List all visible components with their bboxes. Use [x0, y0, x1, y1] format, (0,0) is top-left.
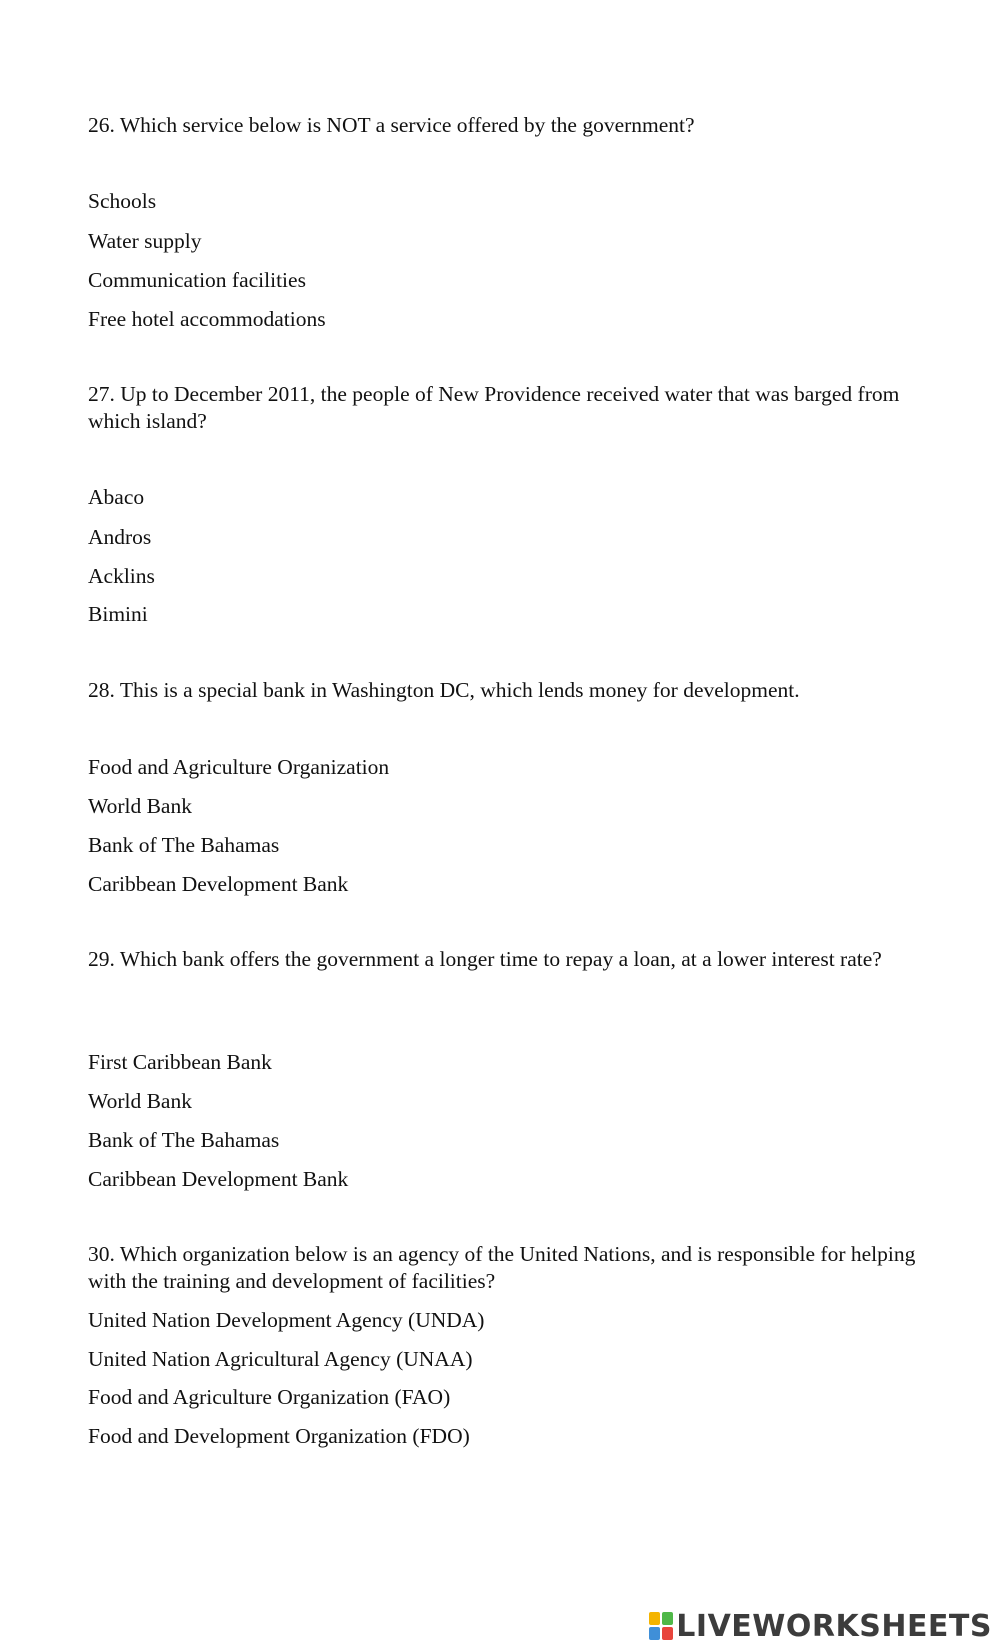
question-29-option-2[interactable]: World Bank: [88, 1089, 192, 1113]
logo-square-1: [649, 1612, 660, 1625]
question-29-option-3[interactable]: Bank of The Bahamas: [88, 1128, 280, 1152]
question-29-option-1[interactable]: First Caribbean Bank: [88, 1050, 272, 1074]
logo-square-3: [649, 1627, 660, 1640]
question-27-text: 27. Up to December 2011, the people of New Providence received water that was barged from which island?: [88, 382, 900, 433]
question-27-option-2[interactable]: Andros: [88, 525, 152, 549]
question-27-option-3[interactable]: Acklins: [88, 564, 155, 588]
question-30-option-4[interactable]: Food and Development Organization (FDO): [88, 1424, 470, 1448]
question-30-option-2[interactable]: United Nation Agricultural Agency (UNAA): [88, 1347, 473, 1371]
logo-square-4: [662, 1627, 673, 1640]
question-28-option-1[interactable]: Food and Agriculture Organization: [88, 755, 390, 779]
question-29-text: 29. Which bank offers the government a longer time to repay a loan, at a lower interest rate?: [88, 947, 882, 971]
question-26-option-2[interactable]: Water supply: [88, 229, 202, 253]
liveworksheets-logo: [649, 1609, 992, 1643]
question-26-option-4[interactable]: Free hotel accommodations: [88, 307, 326, 331]
question-28-option-4[interactable]: Caribbean Development Bank: [88, 872, 349, 896]
logo-square-2: [662, 1612, 673, 1625]
question-28-option-2[interactable]: World Bank: [88, 794, 192, 818]
question-26-option-3[interactable]: Communication facilities: [88, 268, 306, 292]
question-26-text: 26. Which service below is NOT a service offered by the government?: [88, 113, 695, 137]
question-30-text: 30. Which organization below is an agency of the United Nations, and is responsible for helping with the training and development of facilities?: [88, 1242, 916, 1293]
question-30-option-3[interactable]: Food and Agriculture Organization (FAO): [88, 1385, 451, 1409]
question-29-option-4[interactable]: Caribbean Development Bank: [88, 1167, 349, 1191]
question-27-option-1[interactable]: Abaco: [88, 485, 145, 509]
question-28-text: 28. This is a special bank in Washington DC, which lends money for development.: [88, 678, 800, 702]
question-26-option-1[interactable]: Schools: [88, 189, 157, 213]
question-30-option-1[interactable]: United Nation Development Agency (UNDA): [88, 1308, 485, 1332]
liveworksheets-logo-icon: [649, 1612, 673, 1640]
question-28-option-3[interactable]: Bank of The Bahamas: [88, 833, 280, 857]
liveworksheets-wordmark: LIVEWORKSHEETS: [676, 1608, 992, 1644]
question-27-option-4[interactable]: Bimini: [88, 602, 148, 626]
